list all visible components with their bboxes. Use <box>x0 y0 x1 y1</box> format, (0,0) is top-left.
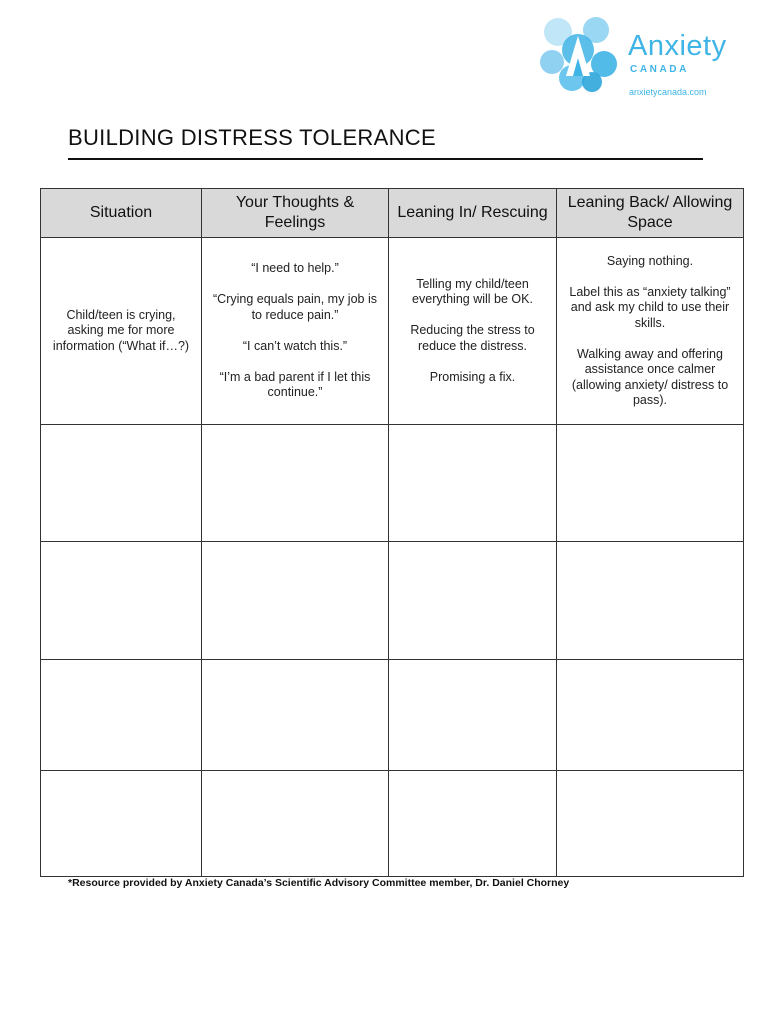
blank-cell[interactable] <box>202 425 389 542</box>
example-leaning-back-cell <box>557 238 744 425</box>
page-title: BUILDING DISTRESS TOLERANCE <box>68 125 436 150</box>
blank-cell[interactable] <box>557 771 744 877</box>
table-row-blank <box>41 425 744 542</box>
blank-cell[interactable] <box>41 425 202 542</box>
table-row-blank <box>41 771 744 877</box>
blank-cell[interactable] <box>389 660 557 771</box>
example-leaning-in-cell <box>389 238 557 425</box>
logo-subtitle: CANADA <box>630 64 689 75</box>
cell-text: “I can’t watch this.” <box>242 338 348 353</box>
anxiety-canada-logo-mark-icon <box>540 14 618 94</box>
blank-cell[interactable] <box>389 425 557 542</box>
cell-text: “I’m a bad parent if I let this continue.” <box>219 369 371 400</box>
cell-text: Walking away and offering assistance once calmer (allowing anxiety/ distress to pass). <box>571 346 729 407</box>
blank-cell[interactable] <box>41 660 202 771</box>
header-situation: Situation <box>41 189 202 238</box>
header-thoughts-feelings: Your Thoughts & Feelings <box>202 189 389 238</box>
cell-text: Telling my child/teen everything will be OK. <box>412 276 533 307</box>
header-leaning-in: Leaning In/ Rescuing <box>389 189 557 238</box>
table-header-row <box>41 189 744 238</box>
blank-cell[interactable] <box>557 660 744 771</box>
blank-cell[interactable] <box>41 542 202 660</box>
blank-cell[interactable] <box>41 771 202 877</box>
logo-wordmark: Anxiety <box>628 30 727 62</box>
blank-cell[interactable] <box>389 542 557 660</box>
resource-footnote: *Resource provided by Anxiety Canada’s Scientific Advisory Committee member, Dr. Daniel Chorney <box>68 877 570 889</box>
example-thoughts-cell <box>202 238 389 425</box>
blank-cell[interactable] <box>557 425 744 542</box>
blank-cell[interactable] <box>557 542 744 660</box>
table-row-blank <box>41 542 744 660</box>
blank-cell[interactable] <box>202 660 389 771</box>
logo-website-link[interactable]: anxietycanada.com <box>629 87 707 97</box>
cell-text: Promising a fix. <box>429 369 516 384</box>
cell-text: Child/teen is crying, asking me for more information (“What if…?) <box>52 307 190 353</box>
example-situation-cell <box>41 238 202 425</box>
cell-text: Saying nothing. <box>606 253 694 268</box>
title-underline <box>68 158 703 160</box>
blank-cell[interactable] <box>202 542 389 660</box>
table-row-example <box>41 238 744 425</box>
table-row-blank <box>41 660 744 771</box>
distress-tolerance-table <box>40 188 744 877</box>
cell-text: Label this as “anxiety talking” and ask my child to use their skills. <box>569 284 731 330</box>
cell-text: “Crying equals pain, my job is to reduce pain.” <box>213 292 377 322</box>
anxiety-canada-logo <box>540 14 750 104</box>
header-leaning-back: Leaning Back/ Allowing Space <box>557 189 744 238</box>
blank-cell[interactable] <box>202 771 389 877</box>
cell-text: “I need to help.” <box>251 261 339 276</box>
blank-cell[interactable] <box>389 771 557 877</box>
cell-text: Reducing the stress to reduce the distress. <box>410 323 535 353</box>
